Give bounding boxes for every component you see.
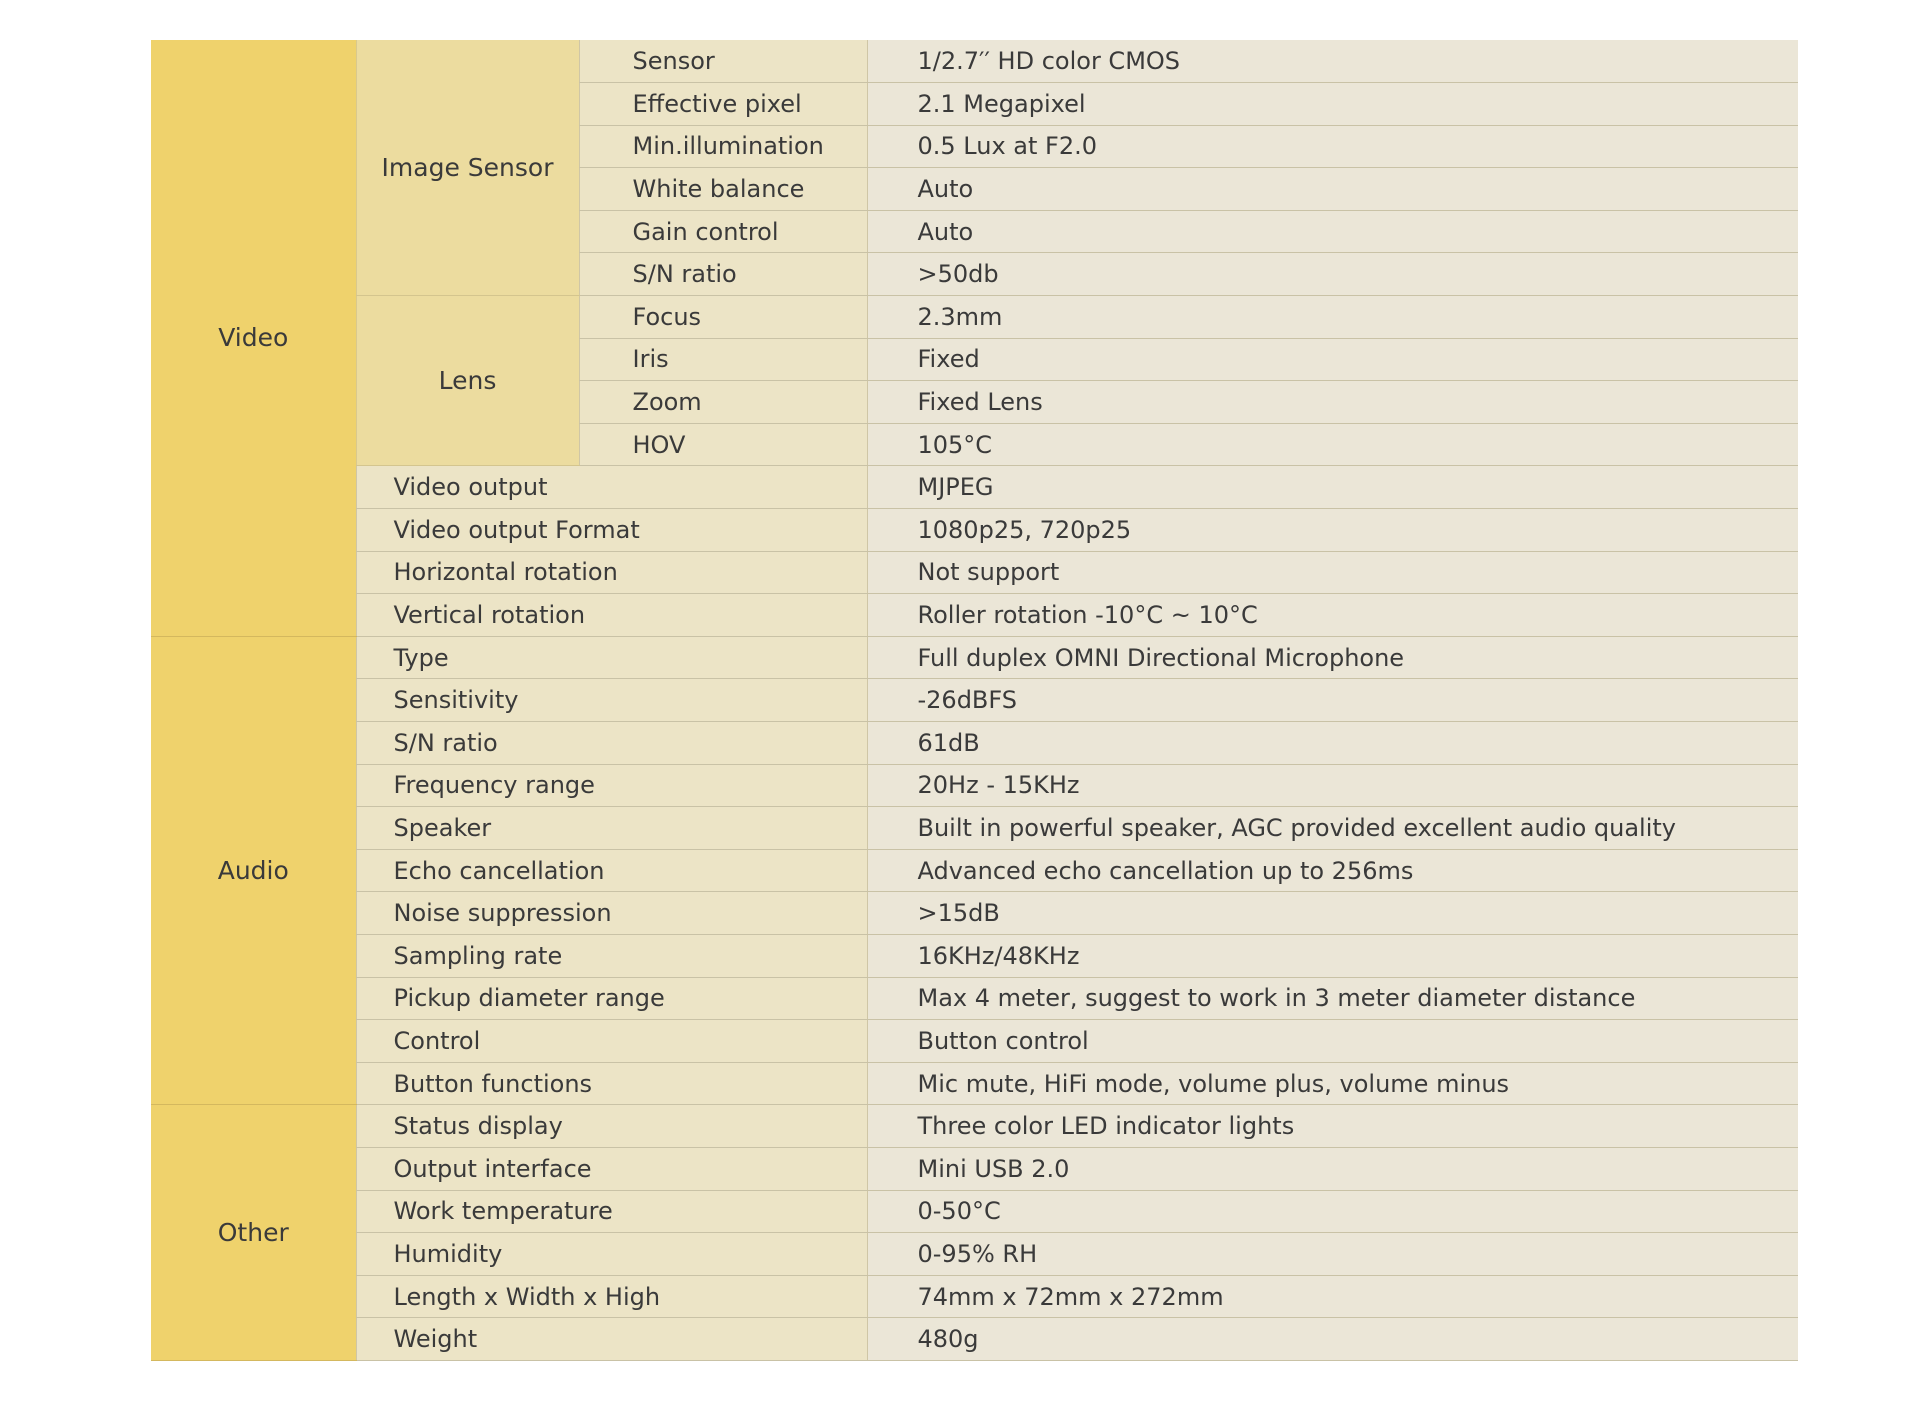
group-image-sensor: Image Sensor [356, 40, 579, 296]
spec-label: Min.illumination [579, 125, 867, 168]
spec-value: >15dB [867, 892, 1798, 935]
spec-label: White balance [579, 168, 867, 211]
table-row [151, 40, 1798, 83]
spec-value: MJPEG [867, 466, 1798, 509]
table-row [151, 807, 1798, 850]
spec-value: Auto [867, 168, 1798, 211]
spec-value: Three color LED indicator lights [867, 1105, 1798, 1148]
spec-label: Output interface [356, 1147, 867, 1190]
table-row [151, 892, 1798, 935]
table-row [151, 1275, 1798, 1318]
table-row [151, 934, 1798, 977]
spec-label: S/N ratio [579, 253, 867, 296]
table-row [151, 466, 1798, 509]
spec-label: Sampling rate [356, 934, 867, 977]
spec-value: Button control [867, 1020, 1798, 1063]
spec-label: Work temperature [356, 1190, 867, 1233]
spec-value: >50db [867, 253, 1798, 296]
spec-label: HOV [579, 423, 867, 466]
spec-label: Noise suppression [356, 892, 867, 935]
spec-label: Pickup diameter range [356, 977, 867, 1020]
spec-label: Sensitivity [356, 679, 867, 722]
table-row [151, 977, 1798, 1020]
spec-label: Video output [356, 466, 867, 509]
spec-value: Roller rotation -10°C ~ 10°C [867, 594, 1798, 637]
spec-label: Frequency range [356, 764, 867, 807]
spec-value: 74mm x 72mm x 272mm [867, 1275, 1798, 1318]
spec-label: Echo cancellation [356, 849, 867, 892]
table-row [151, 1147, 1798, 1190]
spec-value: Fixed Lens [867, 381, 1798, 424]
table-row [151, 1190, 1798, 1233]
spec-value: Auto [867, 210, 1798, 253]
table-row [151, 1062, 1798, 1105]
spec-value: Built in powerful speaker, AGC provided excellent audio quality [867, 807, 1798, 850]
table-row [151, 722, 1798, 765]
spec-value: 20Hz - 15KHz [867, 764, 1798, 807]
spec-value: 1/2.7′′ HD color CMOS [867, 40, 1798, 83]
spec-label: Gain control [579, 210, 867, 253]
spec-label: Type [356, 636, 867, 679]
spec-label: S/N ratio [356, 722, 867, 765]
category-other: Other [151, 1105, 356, 1361]
spec-value: 1080p25, 720p25 [867, 509, 1798, 552]
spec-label: Humidity [356, 1233, 867, 1276]
table-row [151, 1233, 1798, 1276]
spec-label: Sensor [579, 40, 867, 83]
table-row [151, 551, 1798, 594]
spec-label: Zoom [579, 381, 867, 424]
category-video: Video [151, 40, 356, 636]
table-row [151, 1020, 1798, 1063]
spec-label: Focus [579, 296, 867, 339]
spec-label: Length x Width x High [356, 1275, 867, 1318]
spec-value: 61dB [867, 722, 1798, 765]
spec-label: Control [356, 1020, 867, 1063]
spec-value: -26dBFS [867, 679, 1798, 722]
spec-value: Not support [867, 551, 1798, 594]
spec-value: Mic mute, HiFi mode, volume plus, volume minus [867, 1062, 1798, 1105]
spec-value: 0.5 Lux at F2.0 [867, 125, 1798, 168]
spec-label: Iris [579, 338, 867, 381]
spec-value: Fixed [867, 338, 1798, 381]
table-row [151, 764, 1798, 807]
spec-value: Max 4 meter, suggest to work in 3 meter diameter distance [867, 977, 1798, 1020]
spec-table [151, 40, 1798, 1361]
spec-label: Button functions [356, 1062, 867, 1105]
spec-label: Vertical rotation [356, 594, 867, 637]
spec-value: 105°C [867, 423, 1798, 466]
spec-value: 480g [867, 1318, 1798, 1361]
spec-label: Video output Format [356, 509, 867, 552]
spec-label: Horizontal rotation [356, 551, 867, 594]
spec-value: 16KHz/48KHz [867, 934, 1798, 977]
spec-value: 0-50°C [867, 1190, 1798, 1233]
spec-value: 2.3mm [867, 296, 1798, 339]
spec-value: Advanced echo cancellation up to 256ms [867, 849, 1798, 892]
group-lens: Lens [356, 296, 579, 466]
spec-value: Mini USB 2.0 [867, 1147, 1798, 1190]
table-row [151, 296, 1798, 339]
table-row [151, 1318, 1798, 1361]
table-row [151, 594, 1798, 637]
table-row [151, 509, 1798, 552]
spec-label: Speaker [356, 807, 867, 850]
spec-label: Effective pixel [579, 83, 867, 126]
spec-label: Weight [356, 1318, 867, 1361]
spec-value: 2.1 Megapixel [867, 83, 1798, 126]
category-audio: Audio [151, 636, 356, 1105]
table-row [151, 679, 1798, 722]
spec-label: Status display [356, 1105, 867, 1148]
spec-value: 0-95% RH [867, 1233, 1798, 1276]
table-row [151, 1105, 1798, 1148]
spec-value: Full duplex OMNI Directional Microphone [867, 636, 1798, 679]
table-row [151, 849, 1798, 892]
table-row [151, 636, 1798, 679]
